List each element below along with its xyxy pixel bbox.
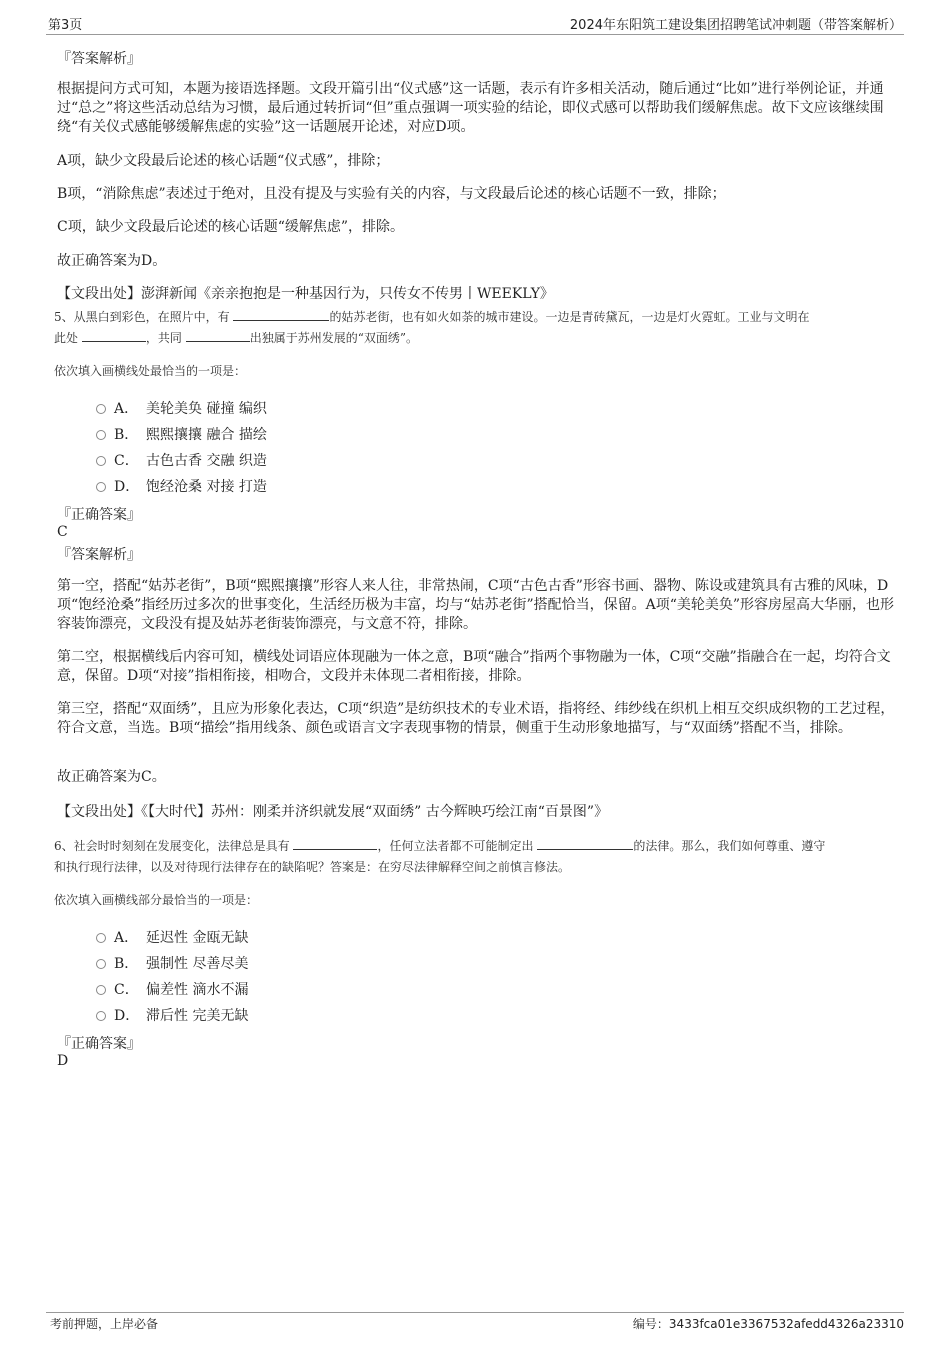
fill-blank-2 <box>537 837 633 850</box>
q6-option-d[interactable]: D． 滞后性 完美无缺 <box>96 1005 248 1025</box>
q5-source: 【文段出处】《【大时代】苏州：刚柔并济织就发展“双面绣” 古今辉映巧绘江南“百景图”》 <box>57 804 609 820</box>
page-footer <box>46 1312 904 1331</box>
q4-analysis-paragraph-1: 根据提问方式可知，本题为接语选择题。文段开篇引出“仪式感”这一话题，表示有许多相关活动，随后通过“比如”进行举例论证，并通过“总之”将这些活动总结为习惯，最后通过转折词“但”重点强调一项实验的结论，即仪式感可以帮助我们缓解焦虑。故下文应该继续围绕“有关仪式感能够缓解焦虑的实验”这一话题展开论述，对应D项。 <box>57 81 884 135</box>
fill-blank-3 <box>186 329 250 342</box>
q5-analysis-paragraph-3: 第三空，搭配“双面绣”，且应为形象化表达，C项“织造”是纺织技术的专业术语，指将经、纬纱线在织机上相互交织成织物的工艺过程，符合文意，当选。B项“描绘”指用线条、颜色或语言文字表现事物的情景，侧重于生动形象地描写，与“双面绣”搭配不当，排除。 <box>57 701 895 736</box>
q6-answer: D <box>57 1053 69 1069</box>
q5-option-d[interactable]: D． 饱经沧桑 对接 打造 <box>96 476 267 496</box>
radio-icon[interactable] <box>96 482 106 492</box>
q5-analysis-heading: 『答案解析』 <box>57 547 141 563</box>
q4-source: 【文段出处】澎湃新闻《亲亲抱抱是一种基因行为，只传女不传男丨WEEKLY》 <box>57 286 554 302</box>
q4-analysis-paragraph-2: A项，缺少文段最后论述的核心话题“仪式感”，排除； <box>57 153 390 169</box>
document-title: 2024年东阳筑工建设集团招聘笔试冲刺题（带答案解析） <box>569 18 902 33</box>
radio-icon[interactable] <box>96 933 106 943</box>
q5-analysis-paragraph-1: 第一空，搭配“姑苏老街”，B项“熙熙攘攘”形容人来人往，非常热闹，C项“古色古香”形容书画、器物、陈设或建筑具有古雅的风味，D项“饱经沧桑”指经历过多次的世事变化，生活经历极为丰富，均与“姑苏老街”搭配恰当，保留。A项“美轮美奂”形容房屋高大华丽，也形容装饰漂亮，文段没有提及姑苏老街装饰漂亮，与文意不符，排除。 <box>57 578 895 632</box>
q5-conclusion: 故正确答案为C。 <box>57 769 166 785</box>
q6-question-stem: 6、社会时时刻刻在发展变化，法律总是具有 ，任何立法者都不可能制定出 的法律。那么，我们如何尊重、遵守 和执行现行法律，以及对待现行法律存在的缺陷呢？答案是：在穷尽法律解释空间之前慎言修法。 <box>54 839 826 874</box>
q4-conclusion: 故正确答案为D。 <box>57 253 167 269</box>
fill-blank-2 <box>82 329 146 342</box>
fill-blank-1 <box>233 308 329 321</box>
q6-option-a[interactable]: A． 延迟性 金瓯无缺 <box>96 927 248 947</box>
q6-option-b[interactable]: B． 强制性 尽善尽美 <box>96 953 248 973</box>
radio-icon[interactable] <box>96 430 106 440</box>
radio-icon[interactable] <box>96 404 106 414</box>
radio-icon[interactable] <box>96 985 106 995</box>
radio-icon[interactable] <box>96 959 106 969</box>
footer-slogan: 考前押题，上岸必备 <box>50 1317 159 1331</box>
q4-analysis-heading: 『答案解析』 <box>57 51 141 67</box>
document-id: 编号：3433fca01e3367532afedd4326a23310 <box>632 1317 904 1331</box>
q5-answer-heading: 『正确答案』 <box>57 507 141 523</box>
q5-analysis-paragraph-2: 第二空，根据横线后内容可知，横线处词语应体现融为一体之意，B项“融合”指两个事物融为一体，C项“交融”指融合在一起，均符合文意，保留。D项“对接”指相衔接，相吻合，文段并未体现二者相衔接，排除。 <box>57 649 891 684</box>
q5-option-c[interactable]: C． 古色古香 交融 织造 <box>96 450 267 470</box>
q5-question-stem: 5、从黑白到彩色，在照片中，有 的姑苏老街，也有如火如荼的城市建设。一边是青砖黛瓦，一边是灯火霓虹。工业与文明在 此处 ，共同 出独属于苏州发展的“双面绣”。 <box>54 310 810 345</box>
q6-instruction: 依次填入画横线部分最恰当的一项是： <box>54 893 259 907</box>
q5-option-b[interactable]: B． 熙熙攘攘 融合 描绘 <box>96 424 267 444</box>
fill-blank-1 <box>293 837 377 850</box>
q5-answer: C <box>57 524 68 540</box>
q4-analysis-paragraph-4: C项，缺少文段最后论述的核心话题“缓解焦虑”，排除。 <box>57 219 405 235</box>
q4-analysis-paragraph-3: B项，“消除焦虑”表述过于绝对，且没有提及与实验有关的内容，与文段最后论述的核心话题不一致，排除； <box>57 186 726 202</box>
page-header <box>46 14 904 35</box>
q5-option-a[interactable]: A． 美轮美奂 碰撞 编织 <box>96 398 267 418</box>
q6-answer-heading: 『正确答案』 <box>57 1036 141 1052</box>
radio-icon[interactable] <box>96 456 106 466</box>
radio-icon[interactable] <box>96 1011 106 1021</box>
q6-option-c[interactable]: C． 偏差性 滴水不漏 <box>96 979 248 999</box>
page-number: 第3页 <box>48 18 83 33</box>
q5-instruction: 依次填入画横线处最恰当的一项是： <box>54 364 247 378</box>
